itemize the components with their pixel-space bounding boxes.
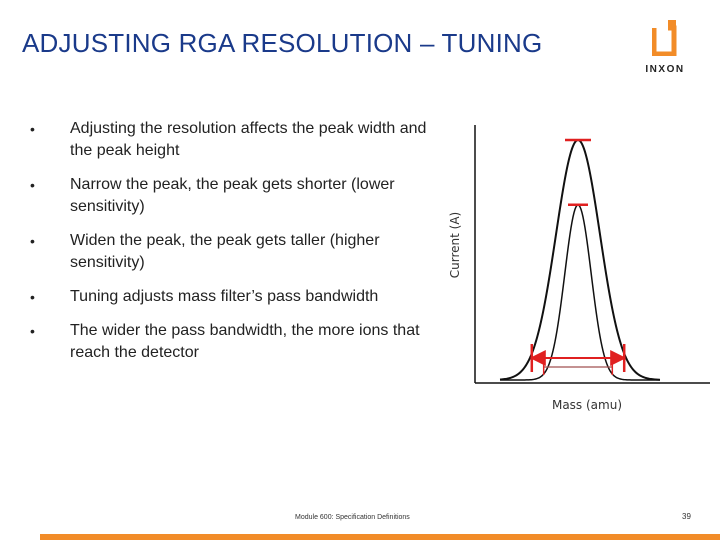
bullet-marker: •: [30, 289, 35, 305]
bullet-text: Narrow the peak, the peak gets shorter (lower sensitivity): [70, 176, 395, 215]
bullet-item: [30, 118, 430, 162]
bullet-list: [30, 118, 430, 376]
bullet-text: The wider the pass bandwidth, the more ions that reach the detector: [70, 322, 420, 361]
accent-bar: [40, 534, 720, 540]
linxon-logo-icon: [652, 20, 678, 56]
bullet-marker: •: [30, 323, 35, 339]
company-logo: [634, 16, 696, 78]
bullet-marker: •: [30, 233, 35, 249]
bullet-item: [30, 174, 430, 218]
y-axis-label: Current (A): [448, 211, 462, 279]
footer-text: Module 600: Specification Definitions: [295, 514, 410, 521]
narrow-peak-curve: [500, 205, 660, 380]
bullet-text: Widen the peak, the peak gets taller (higher sensitivity): [70, 232, 380, 271]
slide-title: ADJUSTING RGA RESOLUTION – TUNING: [22, 28, 543, 58]
bullet-item: [30, 286, 430, 308]
page-number: 39: [682, 512, 691, 521]
bullet-marker: •: [30, 121, 35, 137]
x-axis-label: Mass (amu): [551, 398, 623, 412]
bullet-item: [30, 230, 430, 274]
bullet-text: Tuning adjusts mass filter’s pass bandwidth: [70, 288, 379, 305]
logo-text: INXON: [645, 64, 685, 75]
bullet-item: [30, 320, 430, 364]
bullet-marker: •: [30, 177, 35, 193]
wide-peak-curve: [500, 140, 660, 380]
bullet-text: Adjusting the resolution affects the peak width and the peak height: [70, 120, 427, 159]
resolution-diagram: [440, 115, 710, 425]
